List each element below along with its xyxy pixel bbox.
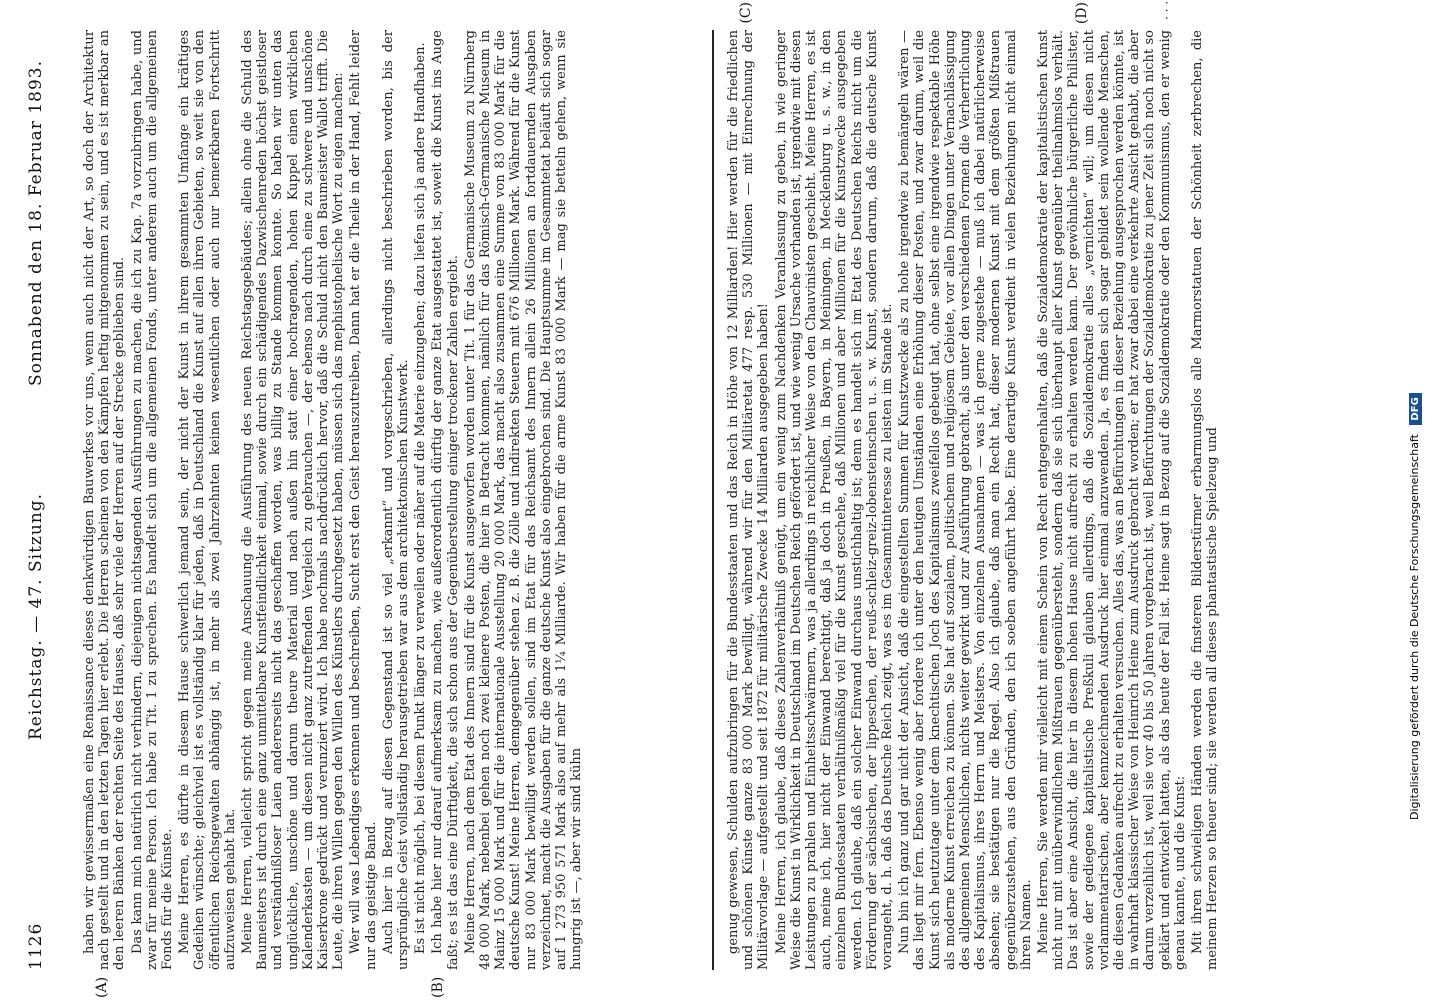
column-divider [712, 30, 714, 970]
left-text-column [82, 30, 702, 970]
paragraph: Nun bin ich ganz und gar nicht der Ansicht, daß die eingestellten Summen für Kunstzwecke als zu hohe irgendwie zu bemängeln wären — das liegt mir fern. Ebenso wenig aber fordere ich unter den heutigen Umständen eine Erhöhung dieser Posten, und zwar darum, weil die Kunst sich heutzutage unter dem knechtischen Joch des Kapitalismus zweifellos gebeugt hat, ohne selbst eine irgendwie respektable Höhe als moderne Kunst erreichen zu können. Sie hat auf sozialem, politischem und religiösem Gebiete, vor allen Dingen unter Vernachlässigung des allgemeinen Menschlichen, nichts weiter gewirkt und zur Ausführung gebracht, als unter den verschiedenen Formen die Verherrlichung des Kapitalismus, ihres Herrn und Meisters. Von einzelnen Ausnahmen — was ich gerne zugestehe — muß ich dabei natürlicherweise absehen; sie bestätigen nur die Regel. Also ich glaube, daß man ein Recht hat, dieser modernen Kunst mit dem größten Mißtrauen gegenüberzustehen, aus den Gründen, den ich soeben angeführt habe. Eine derartige Kunst verdient in vielen Beziehungen nicht einmal ihren Namen. [897, 30, 1034, 970]
paragraph: Ich habe hier nur darauf aufmerksam zu machen, wie außerordentlich dürftig der ganze Etat ausgestattet ist, soweit die Kunst ins Auge faßt; es ist das eine Dürftigkeit, die sich schon aus der Gegenüberstellung einiger trockener Zahlen ergiebt. [430, 30, 461, 970]
paragraph: genug gewesen, Schulden aufzubringen für die Bundesstaaten und das Reich in Höhe von 12 Milliarden! Hier werden für die friedlichen und schönen Künste ganze 83 000 Mark bewilligt, während wir für den Militäretat 477 resp. 530 Millionen — mit Einrechnung der Militärvorlage — aufgestellt und seit 1872 für militärische Zwecke 14 Milliarden ausgegeben haben! [726, 30, 772, 970]
page-header [20, 30, 60, 970]
session-date: Sonnabend den 18. Februar 1893. [26, 60, 46, 387]
margin-marker-a: (A) [94, 976, 110, 998]
dfg-logo: DFG [1409, 393, 1422, 424]
paragraph: Das kann mich natürlich nicht verhindern, diejenigen nichtsagenden Ausführungen zu machen, die ich zu Kap. 7a vorzubringen habe, und zwar für meine Person. Ich habe zu Tit. 1 zu sprechen. Es handelt sich um die allgemeinen Fonds, unter anderem auch um die allgemeinen Fonds für die Künste. [129, 30, 176, 970]
paragraph: haben wir gewissermaßen eine Renaissance dieses denkwürdigen Bauwerkes vor uns, wenn auch nicht der Art, so doch der Architektur nach gestellt und in den letzten Tagen hier erlebt. Die Herren scheinen von den Kämpfen heftig mitgenommen zu sein, und es ist merkbar an den leeren Bänken der rechten Seite des Hauses, daß sehr viele der Herren auf der Strecke geblieben sind. [82, 30, 128, 970]
margin-marker-c: (C) [738, 2, 754, 24]
credit-text: Digitalisierung gefördert durch die Deutsche Forschungsgemeinschaft [1408, 434, 1421, 820]
quote-paragraph: Mit ihren schwieligen Händen werden die finsteren Bilderstürmer erbarmungslos alle Marmorstatuen der Schönheit zerbrechen, die meinem Herzen so theuer sind; sie werden all dieses phantastische Spielzeug und [1190, 30, 1221, 970]
paragraph: Meine Herren, Sie werden mir vielleicht mit einem Schein von Recht entgegenhalten, daß die Sozialdemokratie der kapitalistischen Kunst nicht nur mit unüberwindlichem Mißtrauen gegenübersteht, sondern daß sie sich überhaupt aller Kunst gegenüber theilnahmslos verhält. Das ist aber eine Ansicht, die hier in diesem hohen Hause nicht aufrecht zu erhalten werden kann. Der gewöhnliche bürgerliche Philister, sowie der gediegene kapitalistische Preßkuli glauben allerdings, daß die Sozialdemokratie alles „vernichten“ will; um diesen nicht vorlammentarischen, aber kennzeichnenden Ausdruck hier einmal anzuwenden. Ja, es finden sich sogar gebildet sein wollende Menschen, die diesen Gedanken aufrecht zu erhalten versuchen. Alles das, was an Befürchtungen in dieser Beziehung ausgesprochen werden könnte, ist in wahrhaft klassischer Weise von Heinrich Heine zum Ausdruck gebracht worden; er hat zwar dabei eine verkehrte Ansicht gehabt, die aber darum verzeihlich ist, weil sie vor 40 bis 50 Jahren vorgebracht ist, weil Befürchtungen der Sozialdemokratie zu jener Zeit sich noch nicht so geklärt und entwickelt hatten, als das heute der Fall ist. Heine sagt in Bezug auf die Sozialdemokratie oder den Kommunismus, den er wenig genau kannte, und die Kunst: [1036, 30, 1188, 970]
paragraph: Meine Herren, nach dem Etat des Innern sind für die Kunst ausgeworfen worden unter Tit. 1 für das Germanische Museum zu Nürnberg 48 000 Mark, nebenbei gehen noch zwei kleinere Posten, die hier in Betracht kommen, nämlich für das Römisch-Germanische Museum in Mainz 15 000 Mark und für die internationale Ausstellung 20 000 Mark, das macht also zusammen eine Summe von 83 000 Mark für die deutsche Kunst! Meine Herren, demgegenüber stehen z. B. die Zölle und indirekten Steuern mit 676 Millionen Mark. Während für die Kunst nur 83 000 Mark bewilligt werden sollen, sind im Etat für das Reichsamt des Innern allein 26 Millionen an fortdauernden Ausgaben verzeichnet, macht die Ausgaben für die ganze deutsche Kunst also eingebrochen sind. Die Hauptsumme im Gesammtetat beläuft sich sogar auf 1 273 950 571 Mark also auf mehr als 1¼ Milliarde. Wir haben für die arme Kunst 83 000 Mark — mag sie betteln gehen, wenn sie hungrig ist —, aber wir sind kühn [462, 30, 585, 970]
digitization-credit [1408, 0, 1422, 1000]
paragraph: Meine Herren, es dürfte in diesem Hause schwerlich jemand sein, der nicht der Kunst in ihrem gesammten Umfange ein kräftiges Gedeihen wünschte; gleichviel ist es vollständig klar für jeden, daß in Deutschland die Kunst auf allen ihren Gebieten, so weit sie von den öffentlichen Reichsgewalten abhängig ist, in mehr als zwei Jahrzehnten keinen wesentlichen oder auch nur bemerkbaren Fortschritt aufzuweisen gehabt hat. [177, 30, 238, 970]
paragraph: Es ist nicht möglich, bei diesem Punkt länger zu verweilen oder näher auf die Materie einzugehen; dazu liefen sich ja andere Handhaben. [413, 42, 429, 954]
margin-marker-b: (B) [430, 976, 446, 998]
page-number: 1126 [26, 922, 46, 970]
paragraph: Meine Herren, vielleicht spricht gegen meine Anschauung die Ausführung des neuen Reichstagsgebäudes; allein ohne die Schuld des Baumeisters ist durch eine ganz unmittelbare Kunstfeindlichkeit einmal, sowie durch ein schädigendes Dazwischenreden höchst geistloser und verständnißloser Laien andererseits nicht das geschaffen worden, was billig zu Stande kommen konnte. So haben wir unten das unglückliche, unschöne und darum theure Material und nach außen hin statt einer hochragenden, hohen Kuppel einen wirklichen Kalenderkasten — um diesen nicht ganz zutreffenden Vergleich zu gebrauchen —, der ebenso nach durch eine zu schwere und unschöne Kaiserkrone gedrückt und verunziert wird. Ich habe nochmals nachdrücklich hervor, daß die Schuld nicht den Baumeister Wallot trifft. Die Leute, die ihren Willen gegen den Willen des Künstlers durchgesetzt haben, müssen sich das mephistophelische Wort zu eigen machen: [240, 30, 347, 970]
session-title: Reichstag. — 47. Sitzung. [26, 492, 46, 740]
margin-dots: · · · [1160, 0, 1174, 20]
verse-quote: Wer will was Lebendiges erkennen und beschreiben, Sucht erst den Geist herauszutreiben, Dann hat er die Theile in der Hand, Fehlt leider nur das geistige Band. [348, 30, 379, 970]
right-text-column [726, 30, 1366, 970]
paragraph: Auch hier in Bezug auf diesen Gegenstand ist so viel „erkannt“ und vorgeschrieben, allerdings nicht beschrieben worden, bis der ursprüngliche Geist vollständig herausgetrieben war aus dem architektonischen Kunstwerk. [380, 30, 412, 970]
margin-marker-d: (D) [1074, 2, 1090, 25]
paragraph: Meine Herren, ich glaube, daß dieses Zahlenverhältniß genügt, um ein wenig zum Nachdenken Veranlassung zu geben, in wie geringer Weise die Kunst in Wirklichkeit in Deutschland im Deutschen Reich gefördert ist, und wie wenig Ursache vorhanden ist, irgendwie mit diesen Leistungen zu prahlen und Einheitsschwärmern, was ja allerdings in reichlicher Weise von den Chauvinisten geschieht. Meine Herren, es ist auch, meine ich, hier nicht der Einwand berechtigt, daß ja doch in Preußen, in Bayern, in Meiningen, in Mecklenburg u. s. w., in den einzelnen Bundesstaaten verhältnißmäßig viel für die Kunst geschehe, daß Millionen und aber Millionen für die Kunstzwecke ausgegeben werden. Ich glaube, daß ein solcher Einwand durchaus unstichhaltig ist; denn es handelt sich im Etat des Deutschen Reichs nicht um die Förderung der sächsischen, der lippeschen, der reuß-schleiz-greiz-lobensteinschen u. s. w. Kunst, sondern darum, daß die deutsche Kunst vorangeht, d. h. daß das Deutsche Reich zeigt, was es im Gesammtinteresse zu leisten im Stande ist. [773, 30, 896, 970]
